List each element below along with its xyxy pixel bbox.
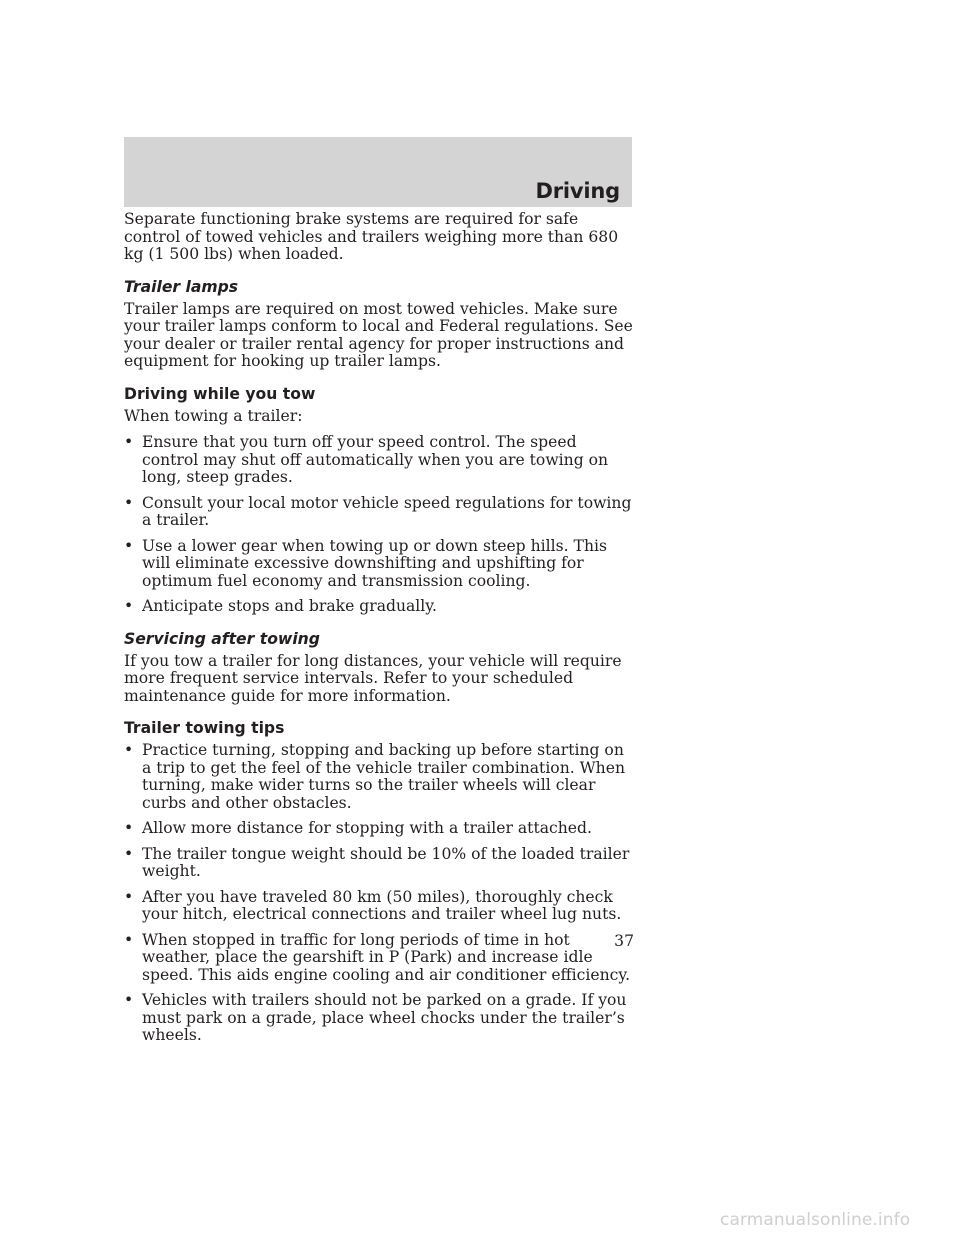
list-item	[124, 889, 636, 924]
page-content	[124, 211, 636, 1053]
driving-while-tow-heading: Driving while you tow	[124, 384, 316, 403]
bullet: •	[124, 844, 134, 863]
list-item-text: After you have traveled 80 km (50 miles), thoroughly check your hitch, electrical connections and trailer wheel lug nuts.	[142, 887, 622, 923]
list-item	[124, 598, 636, 616]
page-number: 37	[614, 932, 634, 950]
bullet: •	[124, 819, 134, 837]
trailer-lamps-paragraph: Trailer lamps are required on most towed vehicles. Make sure your trailer lamps conform to local and Federal regulations. See your dealer or trailer rental agency for proper instructions and equipment for hooking up trailer lamps.	[124, 299, 633, 370]
towing-tips-list	[124, 742, 636, 1045]
bullet: •	[124, 493, 134, 512]
list-item-text: Practice turning, stopping and backing up before starting on a trip to get the feel of the vehicle trailer combination. When turning, make wider turns so the trailer wheels will clear curbs and other obstacles.	[142, 741, 625, 812]
list-item-text: Vehicles with trailers should not be parked on a grade. If you must park on a grade, place wheel chocks under the trailer’s wheels.	[142, 991, 627, 1044]
bullet: •	[124, 930, 134, 949]
bullet: •	[124, 597, 134, 615]
bullet: •	[124, 887, 134, 906]
servicing-heading: Servicing after towing	[124, 629, 320, 648]
bullet: •	[124, 741, 134, 759]
list-item	[124, 434, 636, 487]
bullet: •	[124, 536, 134, 555]
list-item-text: Use a lower gear when towing up or down steep hills. This will eliminate excessive downshifting and upshifting for optimum fuel economy and transmission cooling.	[142, 536, 607, 590]
list-item	[124, 932, 636, 985]
watermark: carmanualsonline.info	[720, 1210, 911, 1230]
list-item-text: When stopped in traffic for long periods of time in hot weather, place the gearshift in P (Park) and increase idle speed. This aids engine cooling and air conditioner efficiency.	[142, 930, 631, 984]
list-item	[124, 820, 636, 838]
list-item	[124, 538, 636, 591]
list-item-text: Consult your local motor vehicle speed regulations for towing a trailer.	[142, 493, 632, 529]
driving-while-tow-list	[124, 434, 636, 616]
list-item	[124, 495, 636, 530]
trailer-lamps-heading: Trailer lamps	[124, 277, 239, 296]
servicing-paragraph: If you tow a trailer for long distances, your vehicle will require more frequent service intervals. Refer to your scheduled maintenance guide for more information.	[124, 651, 622, 705]
list-item-text: The trailer tongue weight should be 10% of the loaded trailer weight.	[142, 844, 630, 880]
bullet: •	[124, 991, 134, 1009]
section-header-band	[124, 137, 632, 207]
towing-tips-heading: Trailer towing tips	[124, 719, 285, 737]
list-item-text: Anticipate stops and brake gradually.	[142, 597, 437, 615]
list-item	[124, 992, 636, 1045]
bullet: •	[124, 433, 134, 451]
driving-while-tow-lead: When towing a trailer:	[124, 406, 303, 425]
section-title: Driving	[535, 179, 620, 203]
list-item-text: Ensure that you turn off your speed control. The speed control may shut off automatically when you are towing on long, steep grades.	[142, 433, 609, 486]
list-item	[124, 846, 636, 881]
list-item-text: Allow more distance for stopping with a trailer attached.	[142, 819, 592, 837]
list-item	[124, 742, 636, 812]
intro-paragraph: Separate functioning brake systems are required for safe control of towed vehicles and trailers weighing more than 680 kg (1 500 lbs) when loaded.	[124, 210, 619, 263]
